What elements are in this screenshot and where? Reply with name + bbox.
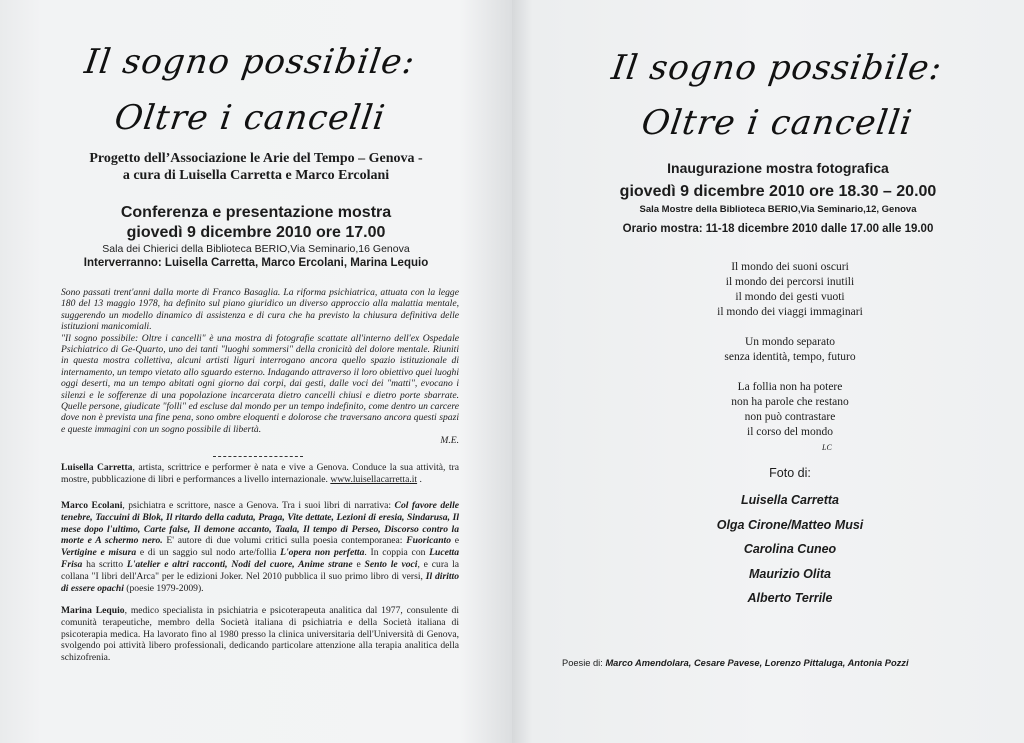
photographer-name: Carolina Cuneo	[743, 542, 837, 557]
photographer-name: Alberto Terrile	[747, 591, 833, 606]
poets-names: Marco Amendolara, Cesare Pavese, Lorenzo Pittaluga, Antonia Pozzi	[605, 658, 909, 668]
photographer-name: Olga Cirone/Matteo Musi	[716, 517, 864, 532]
event-date: giovedì 9 dicembre 2010 ore 17.00	[126, 224, 386, 241]
bio-text: e	[352, 558, 365, 570]
poem-stanza	[672, 335, 908, 365]
poem-line: non può contrastare	[744, 411, 836, 423]
intro-signature: M.E.	[440, 435, 459, 447]
project-credits	[0, 150, 512, 184]
poem-line: il mondo dei viaggi immaginari	[717, 306, 863, 318]
photos-label: Foto di:	[769, 466, 811, 480]
right-page	[512, 0, 1024, 743]
book-title: L'atelier e altri racconti, Nodi del cuore, Anime strane	[126, 558, 353, 570]
project-line2: a cura di Luisella Carretta e Marco Ercolani	[122, 168, 390, 183]
divider	[213, 456, 303, 457]
bio-ercolani	[61, 500, 459, 594]
event-title: Inaugurazione mostra fotografica	[667, 160, 889, 176]
bio-text: e	[451, 535, 459, 547]
website-link[interactable]: www.luisellacarretta.it	[330, 473, 418, 485]
event-title: Conferenza e presentazione mostra	[120, 204, 392, 221]
poem-line: Un mondo separato	[744, 336, 836, 348]
photographers-list	[652, 493, 928, 616]
bio-text: ha scritto	[82, 558, 127, 570]
book-title: Il diritto di essere opachi	[61, 570, 459, 594]
venue: Sala Mostre della Biblioteca BERIO,Via Seminario,12, Genova	[639, 204, 917, 215]
poem-line: La follia non ha potere	[737, 381, 843, 393]
venue: Sala dei Chierici della Biblioteca BERIO,Via Seminario,16 Genova	[102, 243, 410, 255]
poetry-label: Poesie di:	[562, 658, 603, 668]
intro-paragraph: Sono passati trent'anni dalla morte di Franco Basaglia. La riforma psichiatrica, attuata con la legge 180 del 13 maggio 1978, ha definito sul piano giuridico un diverso approccio alla malattia mentale, suggerendo un modello dinamico di assistenza e di cura che ha previsto la chiusura definitiva delle istituzioni manicomiali.	[61, 287, 459, 333]
poets-credits	[562, 658, 1022, 668]
bio-text: , e cura la collana "I libri dell'Arca" per le edizioni Joker. Nel 2010 pubblica il suo primo libro di versi,	[61, 558, 460, 582]
bio-name: Luisella Carretta	[61, 462, 133, 473]
poem-stanza	[672, 380, 908, 440]
poem-line: il mondo dei gesti vuoti	[735, 291, 845, 303]
speakers: Interverranno: Luisella Carretta, Marco Ercolani, Marina Lequio	[83, 257, 429, 269]
exhibition-hours: Orario mostra: 11-18 dicembre 2010 dalle 17.00 alle 19.00	[622, 223, 934, 235]
poem-signature: LC	[822, 443, 832, 452]
book-title: Sento le voci	[364, 558, 418, 570]
event-date: giovedì 9 dicembre 2010 ore 18.30 – 20.00	[619, 183, 937, 200]
bio-text: , artista, scrittrice e performer è nata e vive a Genova. Conduce la sua attività, tra mostre, pubblicazione di libri e performances a livello internazionale.	[61, 462, 459, 485]
poem-line: Il mondo dei suoni oscuri	[731, 261, 849, 273]
poem-line: senza identità, tempo, futuro	[724, 351, 856, 363]
bio-text: . In coppia con	[364, 547, 430, 559]
poem-stanza	[672, 260, 908, 320]
book-title: Col favore delle tenebre, Taccuini di Blok, Il ritardo della caduta, Praga, Vite dettate, Lezioni di eresia, Sindarusa, Il mese dopo l'ultimo, Carte false, Il demone accanto, Taala, Il tempo di Perseo, Discorso contro la morte e A schermo nero.	[61, 500, 460, 547]
bio-text: E' autore di due volumi critici sulla poesia contemporanea:	[162, 535, 407, 547]
intro-text	[61, 287, 459, 447]
book-title: L'opera non perfetta	[280, 547, 365, 559]
intro-paragraph: "Il sogno possibile: Oltre i cancelli" è una mostra di fotografie scattate all'interno dell'ex Ospedale Psichiatrico di Ge-Quarto, uno dei tanti "luoghi sommersi" della cronicità del dolore mentale. Riuniti in questa mostra collettiva, alcuni artisti liguri interrogano ancora quello spazio istituzionale di internamento, un tempo vietato allo sguardo esterno. Indagando attraverso il loro obiettivo quei luoghi oggi deserti, ma un tempo abitati ogni giorno dai corpi, dai gesti, dalle voci dei "matti", evocano i silenzi e le sofferenze di una popolazione incarcerata dietro cancelli chiusi e dietro porte sbarrate. Quelle persone, giudicate "folli" ed escluse dal mondo per un tempo indefinito, come dentro un carcere dove non è prevista una fine pena, sono ombre eloquenti e dolorose che traversano ancora questi spazi e queste immagini con un sogno possibile di libertà.	[61, 332, 459, 435]
poem-line: non ha parole che restano	[731, 396, 849, 408]
title-line2: Oltre i cancelli	[639, 103, 915, 143]
bio-text: (poesie 1979-2009).	[123, 582, 204, 594]
bio-name: Marco Ecolani	[61, 500, 123, 511]
bio-name: Marina Lequio	[61, 605, 125, 616]
book-title: Vertigine e misura	[61, 547, 137, 559]
poem	[672, 260, 908, 455]
bio-carretta	[61, 462, 459, 486]
poem-line: il corso del mondo	[747, 426, 833, 438]
bio-lequio	[61, 605, 459, 664]
book-title: Fuoricanto	[406, 535, 451, 547]
bio-text: , psichiatra e scrittore, nasce a Genova. Tra i suoi libri di narrativa:	[122, 500, 395, 511]
photographer-name: Maurizio Olita	[749, 566, 831, 581]
title-line1: Il sogno possibile:	[82, 42, 418, 82]
title-line2: Oltre i cancelli	[112, 98, 388, 138]
poem-line: il mondo dei percorsi inutili	[725, 276, 855, 288]
title-line1: Il sogno possibile:	[609, 48, 945, 88]
project-line1: Progetto dell’Associazione le Arie del Tempo – Genova -	[89, 151, 423, 166]
photographer-name: Luisella Carretta	[741, 493, 839, 507]
bio-text: .	[417, 473, 422, 485]
bio-text: e di un saggio sul nodo arte/follia	[136, 547, 281, 559]
bio-text: , medico specialista in psichiatria e psicoterapeuta analitica dal 1977, consulente di comunità terapeutiche, membro della Società italiana di psichiatria e della Società italiana di psicoterapia medica. Ha lavorato fino al 1980 presso la clinica universitaria dell'Università di Genova, svolgendo poi attività libero professionali, dedicando particolare attenzione alla terapia analitica della schizofrenia.	[61, 605, 459, 664]
book-title: Lucetta Frisa	[61, 547, 459, 570]
